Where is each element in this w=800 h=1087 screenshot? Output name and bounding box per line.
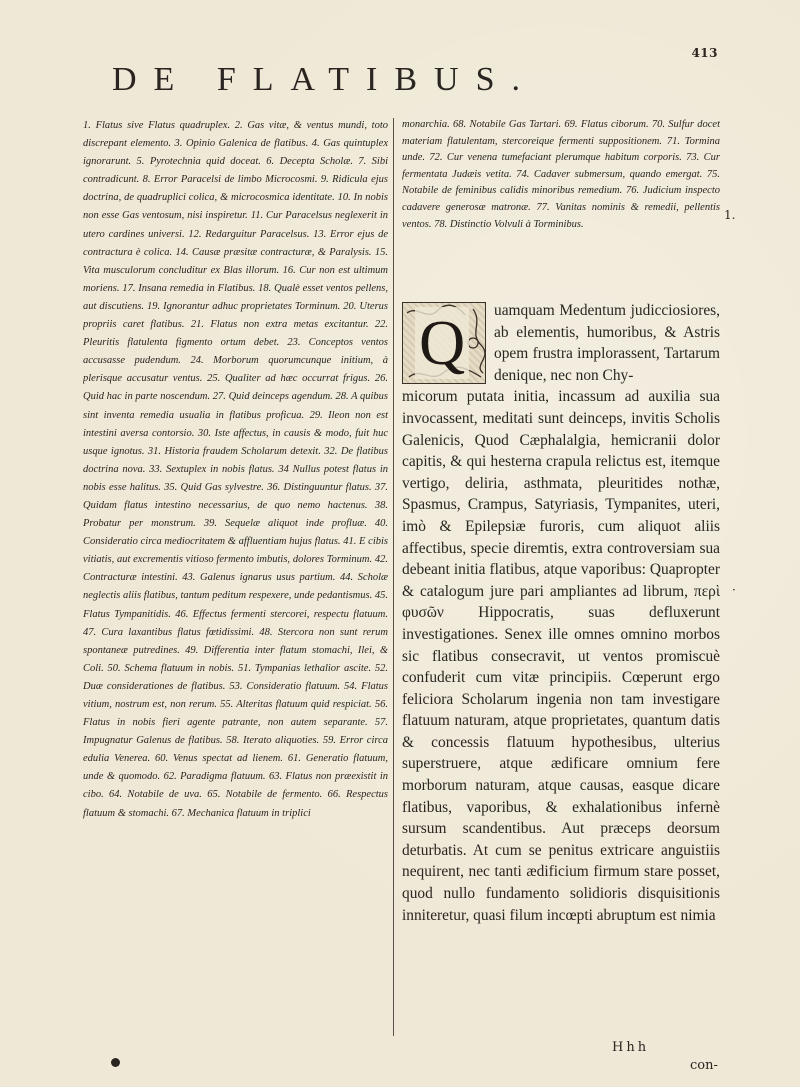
page-number: 413 (691, 46, 718, 60)
drop-cap-letter: Q (415, 307, 469, 379)
column-divider (393, 118, 394, 1036)
margin-note-number: 1. (724, 208, 736, 222)
chapter-text-continued: micorum putata initia, incassum ad auxilia sua invocassent, meditati sunt deinceps, invitis Scholis Galenicis, Quod Cæphalalgia, hemicranii dolor capitis, & qui hesterna crapula relictus est, itemque vertigo, deliria, asthmata, pleuritides nothæ, Spasmus, Crampus, Satyriasis, Tympanites, uteri, imò & Epilepsiæ furoris, cum aliquot aliis affectibus, specie diremtis, extra controversiam sua debeant initia flatibus, atque vaporibus: Quapropter & catalogum jure pari ampliantes ad librum, περὶ φυσῶν Hippocratis, suas defluxerunt investigationes. Senex ille omnes omnino morbos sic flatibus consecravit, ut ventos promiscuè confuderit cum vitæ principiis. Cœperunt ergo feliciora Scholarum ingenia non tam investigare flatuum naturam, atque proprietates, quantum datis & concessis flatuum hypothesibus, ulterius superstruere, atque ædificare omnium fere morborum naturam, atque causas, easque dicare flatibus, vaporibus, & exhalationibus infernè sursum scandentibus. Aut præceps deorsum deturbatis. At cum se penitus extricare anguistiis nequirent, nec tanti ædificium firmum stare posset, quod nullo fundamento solidioris disquisitionis inniteretur, quasi filum incœpti abruptum est nimia (402, 388, 720, 924)
running-title: DE FLATIBUS. (112, 61, 538, 98)
stray-margin-mark: · (732, 583, 736, 597)
chapter-body (402, 300, 720, 1012)
ink-spot (111, 1058, 120, 1067)
chapter-text-first-lines: uamquam Medentum judicciosiores, ab elementis, humoribus, & Astris opem frustra implorassent, Tartarum denique, nec non Chy- (494, 302, 720, 384)
signature-mark: Hhh (612, 1040, 650, 1055)
chapter-text (402, 300, 720, 1012)
chapter-summary-continued: monarchia. 68. Notabile Gas Tartari. 69. Flatus ciborum. 70. Sulfur docet materiam flatulentam, stercoreique fermenti suppositionem. 71. Tormina unde. 72. Cur venena tumefaciant plerumque habitum corporis. 73. Cur fermentata Judæis vetita. 74. Cadaver submersum, quando emergat. 75. Notabile de feminibus calidis minoribus remedium. 76. Judicium inspecto cadavere generosæ matronæ. 77. Vanitas nominis & remedii, pellentis ventos. 78. Distinctio Volvuli à Torminibus. (402, 119, 720, 230)
ornamental-initial (402, 302, 486, 384)
right-column (402, 117, 720, 1012)
chapter-summary-left-column: 1. Flatus sive Flatus quadruplex. 2. Gas vitæ, & ventus mundi, toto discrepant elemento. 3. Opinio Galenica de flatibus. 4. Gas quintuplex ignorarunt. 5. Pyrotechnia quid doceat. 6. Decepta Scholæ. 7. Sibi contradicunt. 8. Error Paracelsi de limbo Microcosmi. 9. Ridicula ejus doctrina, de quadruplici colica, & microcosmica identitate. 10. In nobis non esse Gas ventosum, nisi inspiretur. 11. Cur Paracelsus neglexerit in utero cardines universi. 12. Redarguitur Paracelsus. 13. Error ejus de contractura è colica. 14. Causæ præsitæ contracturæ, & Paralysis. 15. Vita musculorum concluditur ex Blas illorum. 16. Cur non est ultimum moriens. 17. Insana remedia in Flatibus. 18. Qualè esset ventos pellens, aut discutiens. 19. Ignorantur adhuc proprietates Torminum. 20. Uterus propriis caret flatibus. 21. Flatus non extra metas excitantur. 22. Pleuritis flatulenta figmento ortum debet. 23. Conceptos ventos accusasse pudendum. 24. Morborum quorumcunque initium, à plerisque accusatur ventus. 25. Qualiter ad hæc occurrat frigus. 26. Quid hac in parte noscendum. 27. Quid deinceps agendum. 28. A quibus sint inventa remedia usualia in flatibus proficua. 29. Ileon non est intestini aversa contorsio. 30. Iste affectus, in causis & modo, fuit huc usque ignotus. 31. Historia fraudem Scholarum detexit. 32. De flatibus doctrina nova. 33. Sextuplex in nobis flatus. 34 Nullus potest flatus in nobis esse halitus. 35. Quid Gas sylvestre. 36. Distinguuntur flatus. 37. Quidam flatus intestino necessarius, de quo nemo hactenus. 38. Probatur per monstrum. 39. Sequelæ aliquot inde profluæ. 40. Consideratio circa mediocritatem & affluentiam hujus flatus. 41. E cibis vitiatis, aut excrementis vitioso fermento imbutis, dolores Torminum. 42. Contracturæ intestini. 43. Galenus ignarus usus partium. 44. Scholæ neglectis aliis flatibus, tantum peditum respexere, unde pedantismus. 45. Flatus Tympanitidis. 46. Effectus fermenti stercorei, respectu flatuum. 47. Cura laxantibus flatus fœtidissimi. 48. Stercora non sunt rerum spontaneæ putredines. 49. Differentia inter flatum stomachi, Ilei, & Coli. 50. Schema flatuum in nobis. 51. Tympanias lethalior ascite. 52. Duæ considerationes de flatibus. 53. Consideratio flatuum. 54. Flatus vitium, nostrum est, non rerum. 55. Alteritas flatuum quid respiciat. 56. Flatus in nobis fieri agente patrante, non autem separante. 57. Impugnatur Galenus de flatibus. 58. Iterato aliquoties. 59. Error circa edulia Venerea. 60. Venus spectat ad lienem. 61. Generatio flatuum, unde & quomodo. 62. Paradigma flatuum. 63. Flatus non præexistit in cibo. 64. Notabile de uva. 65. Notabile de fermento. 66. Respectus flatuum & stomachi. 67. Mechanica flatuum in triplici (83, 120, 388, 819)
catchword: con- (690, 1058, 718, 1073)
